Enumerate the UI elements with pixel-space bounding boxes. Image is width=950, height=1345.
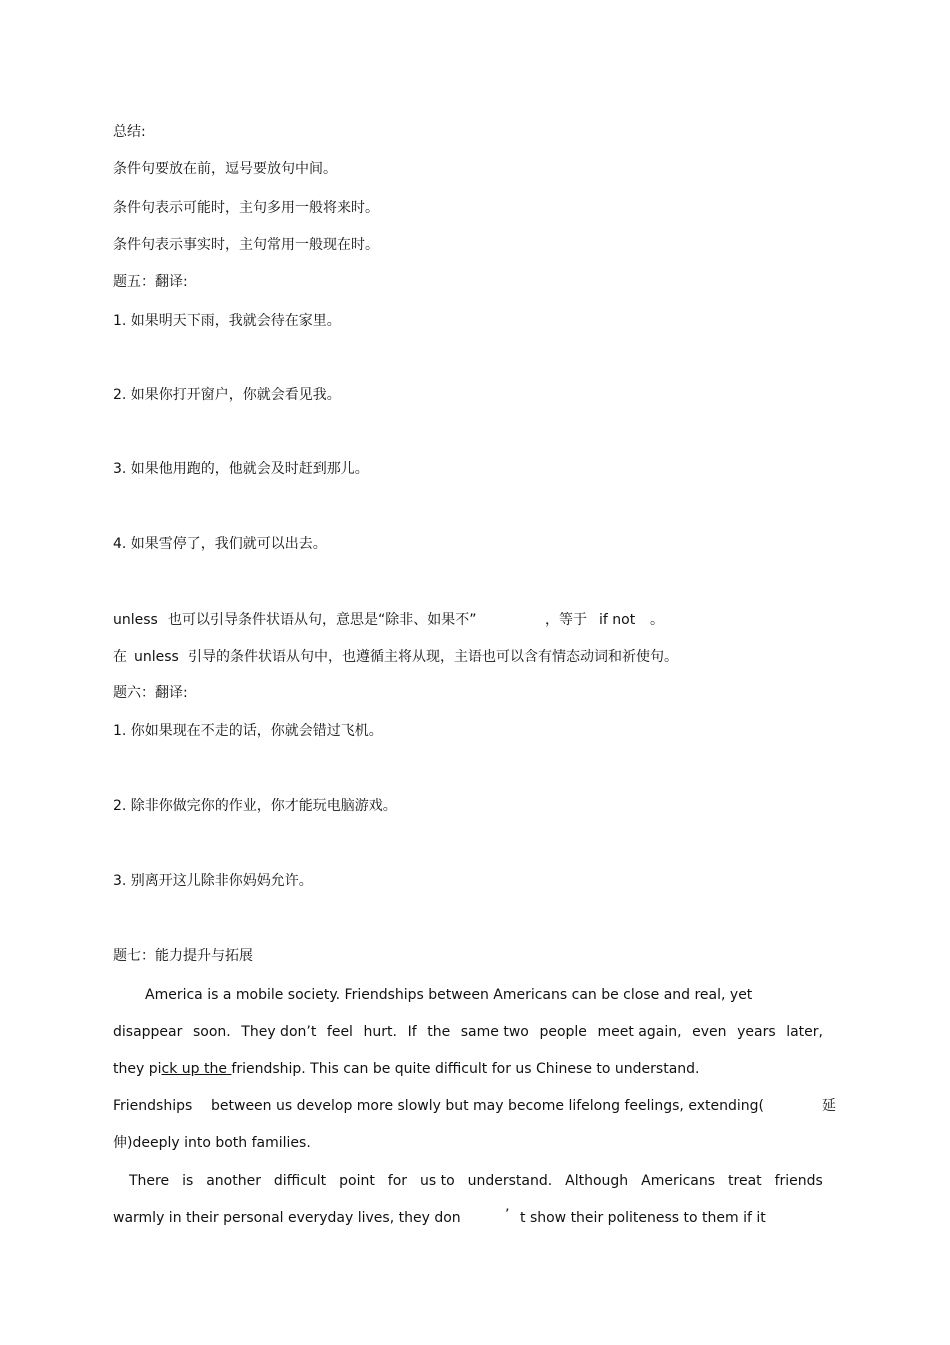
word: friends	[774, 1173, 823, 1189]
word: soon.	[192, 1024, 231, 1040]
summary-point: 条件句表示事实时，主句常用一般现在时。	[113, 237, 379, 253]
underlined-phrase: ck up the	[161, 1061, 232, 1077]
q7-title: 题七：能力提升与拓展	[113, 948, 253, 964]
text-segment: warmly in their personal everyday lives, they don	[113, 1210, 461, 1226]
q5-item: 4. 如果雪停了，我们就可以出去。	[113, 536, 327, 552]
word: disappear	[113, 1024, 183, 1040]
word: Although	[565, 1173, 629, 1189]
q6-item: 1. 你如果现在不走的话，你就会错过飞机。	[113, 723, 383, 739]
text-segment: between us develop more slowly but may become lifelong feelings, extending(	[211, 1098, 764, 1114]
note-text: 引导的条件状语从句中，也遵循主将从现，主语也可以含有情态动词和祈使句。	[188, 649, 678, 665]
note-text: 也可以引导条件状语从句，意思是“除非、如果不”	[168, 612, 477, 628]
word: even	[692, 1024, 727, 1040]
summary-point: 条件句表示可能时，主句多用一般将来时。	[113, 200, 379, 216]
note-text: 。	[650, 612, 664, 628]
word: understand.	[467, 1173, 553, 1189]
word: Americans	[641, 1173, 716, 1189]
word: people	[539, 1024, 587, 1040]
word: There	[129, 1173, 170, 1189]
text-segment: 延	[822, 1098, 836, 1114]
note-text: 在	[113, 649, 127, 665]
word: later,	[786, 1024, 823, 1040]
q5-item: 3. 如果他用跑的，他就会及时赶到那儿。	[113, 461, 369, 477]
summary-point: 条件句要放在前，逗号要放句中间。	[113, 161, 337, 177]
word: treat	[728, 1173, 762, 1189]
text-segment: Friendships	[113, 1098, 193, 1114]
word: difficult	[273, 1173, 327, 1189]
word: another	[206, 1173, 261, 1189]
note-term: unless	[134, 649, 179, 665]
word: for	[387, 1173, 408, 1189]
word: feel	[326, 1024, 353, 1040]
passage-line	[113, 1059, 699, 1079]
note-text: ，等于	[545, 612, 587, 628]
word: hurt.	[363, 1024, 397, 1040]
q5-item: 1. 如果明天下雨，我就会待在家里。	[113, 313, 341, 329]
q5-title: 题五：翻译:	[113, 274, 188, 290]
word: is	[182, 1173, 194, 1189]
word: us to	[420, 1173, 455, 1189]
word: meet again,	[597, 1024, 682, 1040]
passage-line	[113, 1022, 823, 1042]
word: the	[427, 1024, 451, 1040]
word: point	[339, 1173, 375, 1189]
summary-title: 总结:	[113, 124, 146, 140]
word: If	[407, 1024, 417, 1040]
word: years	[737, 1024, 776, 1040]
q5-item: 2. 如果你打开窗户，你就会看见我。	[113, 387, 341, 403]
note-term: unless	[113, 612, 158, 628]
q6-item: 2. 除非你做完你的作业，你才能玩电脑游戏。	[113, 798, 397, 814]
note-term: if not	[599, 612, 636, 628]
word: same two	[460, 1024, 529, 1040]
text-segment: t show their politeness to them if it	[520, 1210, 766, 1226]
text-segment: they pi	[113, 1061, 162, 1077]
passage-line: 伸)deeply into both families.	[113, 1135, 311, 1151]
q6-item: 3. 别离开这儿除非你妈妈允许。	[113, 873, 313, 889]
q6-title: 题六：翻译:	[113, 685, 188, 701]
text-segment: friendship. This can be quite difficult for us Chinese to understand.	[231, 1061, 700, 1077]
passage-line	[129, 1171, 823, 1191]
passage-line: America is a mobile society. Friendships between Americans can be close and real, yet	[145, 987, 753, 1003]
text-segment: ’	[505, 1207, 510, 1223]
word: They don’t	[241, 1024, 317, 1040]
